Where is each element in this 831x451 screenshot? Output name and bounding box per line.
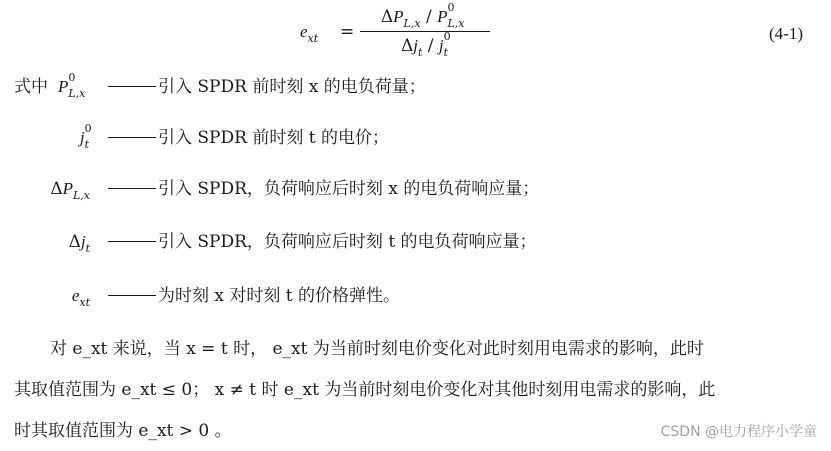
dash-5 — [108, 295, 156, 296]
equation-lhs: $e_{xt}$ — [300, 22, 319, 45]
equation-fraction — [360, 1, 490, 59]
paragraph-line-2: 其取值范围为 e_xt ≤ 0； x ≠ t 时 e_xt 为当前时刻电价变化对其他时刻用电需求的影响，此 — [14, 380, 716, 400]
csdn-watermark: CSDN @电力程序小学童 — [660, 424, 817, 440]
definition-description-2: 引入 SPDR 前时刻 t 的电价； — [106, 126, 389, 150]
dash-2 — [108, 137, 156, 138]
fraction-bar — [360, 31, 490, 32]
symbol-delta-j: $\Delta j_t$ — [68, 232, 90, 255]
equation-equals: = — [340, 22, 355, 42]
definition-description-3: 引入 SPDR，负荷响应后时刻 x 的电负荷响应量； — [106, 177, 539, 201]
symbol-j0: j 0 t — [79, 122, 92, 151]
paragraph-line-3: 时其取值范围为 e_xt > 0 。 — [14, 421, 232, 441]
equation-numerator: $\Delta P_{L,x}$ / P 0 L,x — [380, 1, 465, 30]
dash-1 — [108, 86, 156, 87]
dash-4 — [108, 241, 156, 242]
intro-label: 式中 — [14, 77, 48, 97]
symbol-p0: P 0 L,x — [57, 71, 86, 100]
symbol-delta-p: $\Delta P_{L,x}$ — [50, 179, 90, 202]
paragraph-line-1: 对 e_xt 来说，当 x = t 时， e_xt 为当前时刻电价变化对此时刻用电需求的影响，此时 — [50, 339, 704, 359]
definition-description-5: 为时刻 x 对时刻 t 的价格弹性。 — [106, 284, 400, 308]
dash-3 — [108, 188, 156, 189]
equation-number: (4-1) — [769, 24, 803, 43]
definition-description-1: 引入 SPDR 前时刻 x 的电负荷量； — [106, 75, 426, 99]
equation-denominator: $\Delta j_t$ / j 0 t — [400, 30, 451, 59]
definition-description-4: 引入 SPDR，负荷响应后时刻 t 的电负荷响应量； — [106, 230, 537, 254]
symbol-e-xt: $e_{xt}$ — [71, 286, 90, 309]
equation-4-1 — [300, 1, 500, 64]
